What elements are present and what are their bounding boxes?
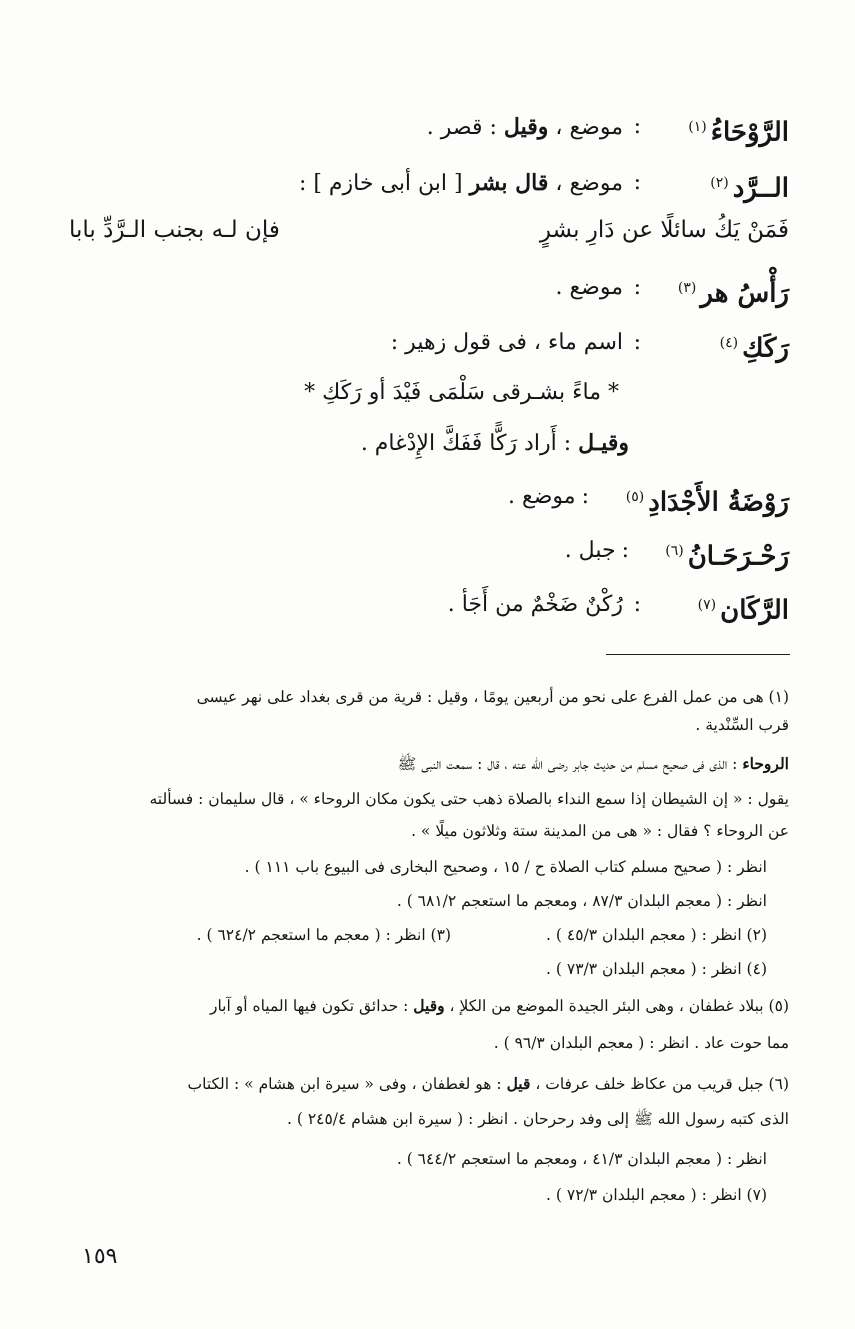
footnote-6-line-1: (٦) جبل قريب من عكاظ خلف عرفات ، قيل : هو لغطفان ، وفى « سيرة ابن هشام » : الكتاب [187,1074,789,1093]
footnote-6-line-3: انظر : ( معجم البلدان ٤١/٣ ، ومعجم ما استعجم ٦٤٤/٢ ) . [396,1150,767,1168]
entry-definition: موضع ، قال بشر [ ابن أبى خازم ] : [298,170,623,196]
entry-headword: رَأْسُ هر$^{(٣)}$ [677,278,789,309]
footnote-3: (٣) انظر : ( معجم ما استعجم ٦٢٤/٢ ) . [196,926,451,944]
entry-rakak: رَكَكِ$^{(٤)}$ : اسم ماء ، فى قول زهير : [59,318,789,368]
entry-rawdat-al-ajdad [59,472,789,522]
verse-first-hemistich: فَمَنْ يَكُ سائلًا عن دَارِ بشرٍ [539,217,789,243]
entry-definition: :موضع . [508,484,589,509]
entry-headword: رَحْـرَحَـانُ$^{(٦)}$ [665,541,789,572]
entry-definition: موضع . [555,275,623,300]
entry-rawha: الرَّوْحَاءُ$^{(١)}$ : موضع ، وقيل : قصر . [59,102,789,152]
footnote-1-line-7: انظر : ( معجم البلدان ٨٧/٣ ، ومعجم ما استعجم ٦٨١/٢ ) . [396,892,767,910]
entry-headword: الرَّوْحَاءُ$^{(١)}$ [688,117,789,148]
entry-rahrahan [59,526,789,576]
footnote-5-line-2: مما حوت عاد . انظر : ( معجم البلدان ٩٦/٣ ) . [493,1034,789,1052]
footnote-7: (٧) انظر : ( معجم البلدان ٧٢/٣ ) . [546,1186,767,1204]
entry-definition: :جبل . [564,538,629,563]
page-number: ١٥٩ [82,1244,118,1269]
footnote-1-line-5: عن الروحاء ؟ فقال : « هى من المدينة ستة وثلاثون ميلًا » . [411,822,789,840]
verse-second-hemistich: فإن لـه بجنب الـرَّدِّ بابا [69,217,280,243]
footnote-1-line-4: يقول : « إن الشيطان إذا سمع النداء بالصلاة ذهب حتى يكون مكان الروحاء » ، قال سليمان : فسألته [149,790,789,808]
footnote-6-line-2: الذى كتبه رسول الله ﷺ إلى وفد رحرحان . انظر : ( سيرة ابن هشام ٢٤٥/٤ ) . [287,1110,789,1128]
footnote-separator [606,654,790,655]
entry-al-rakkan: الرَّكَان$^{(٧)}$ : رُكْنٌ ضَخْمٌ من أَجَأ . [59,580,789,630]
entry-radd: الــرَّد$^{(٢)}$ : موضع ، قال بشر [ ابن أبى خازم ] : [59,158,789,208]
entry-headword: رَوْضَةُ الأَجْدَادِ$^{(٥)}$ [625,487,789,518]
entry-ras-hir: رَأْسُ هر$^{(٣)}$ : موضع . [59,263,789,313]
footnote-4: (٤) انظر : ( معجم البلدان ٧٣/٣ ) . [546,960,767,978]
entry-headword: الرَّكَان$^{(٧)}$ [697,595,789,626]
entry-definition: اسم ماء ، فى قول زهير : [390,330,623,355]
entry-headword: رَكَكِ$^{(٤)}$ [719,333,789,364]
footnote-5-line-1: (٥) ببلاد غطفان ، وهى البئر الجيدة الموضع من الكلإ ، وقيل : حدائق تكون فيها المياه أو آبار [209,996,789,1015]
entry-definition: رُكْنٌ ضَخْمٌ من أَجَأ . [447,592,623,617]
footnote-1-line-1: (١) هى من عمل الفرع على نحو من أربعين يومًا ، وقيل : قرية من قرى بغداد على نهر عيسى [196,688,789,706]
poem-verse [69,207,789,253]
footnote-2: (٢) انظر : ( معجم البلدان ٤٥/٣ ) . [546,926,767,944]
footnote-1-line-2: قرب السِّنْدية . [695,716,789,734]
footnote-1-line-6: انظر : ( صحيح مسلم كتاب الصلاة ح / ١٥ ، وصحيح البخارى فى البيوع باب ١١١ ) . [244,858,767,876]
entry-headword: الــرَّد$^{(٢)}$ [710,173,789,204]
footnote-1-line-3: الروحاء : الذى فى صحيح مسلم من حديث جابر رضى الله عنه ، قال : سمعت النبى ﷺ [397,754,789,773]
entry-definition: موضع ، وقيل : قصر . [426,114,623,140]
qila-note: وقيـل : أَراد رَكًّا فَفَكَّ الإِدْغام . [360,430,629,456]
zuhair-quote: * ماءً بشـرقى سَلْمَى فَيْدَ أو رَكَكِ * [304,380,619,405]
